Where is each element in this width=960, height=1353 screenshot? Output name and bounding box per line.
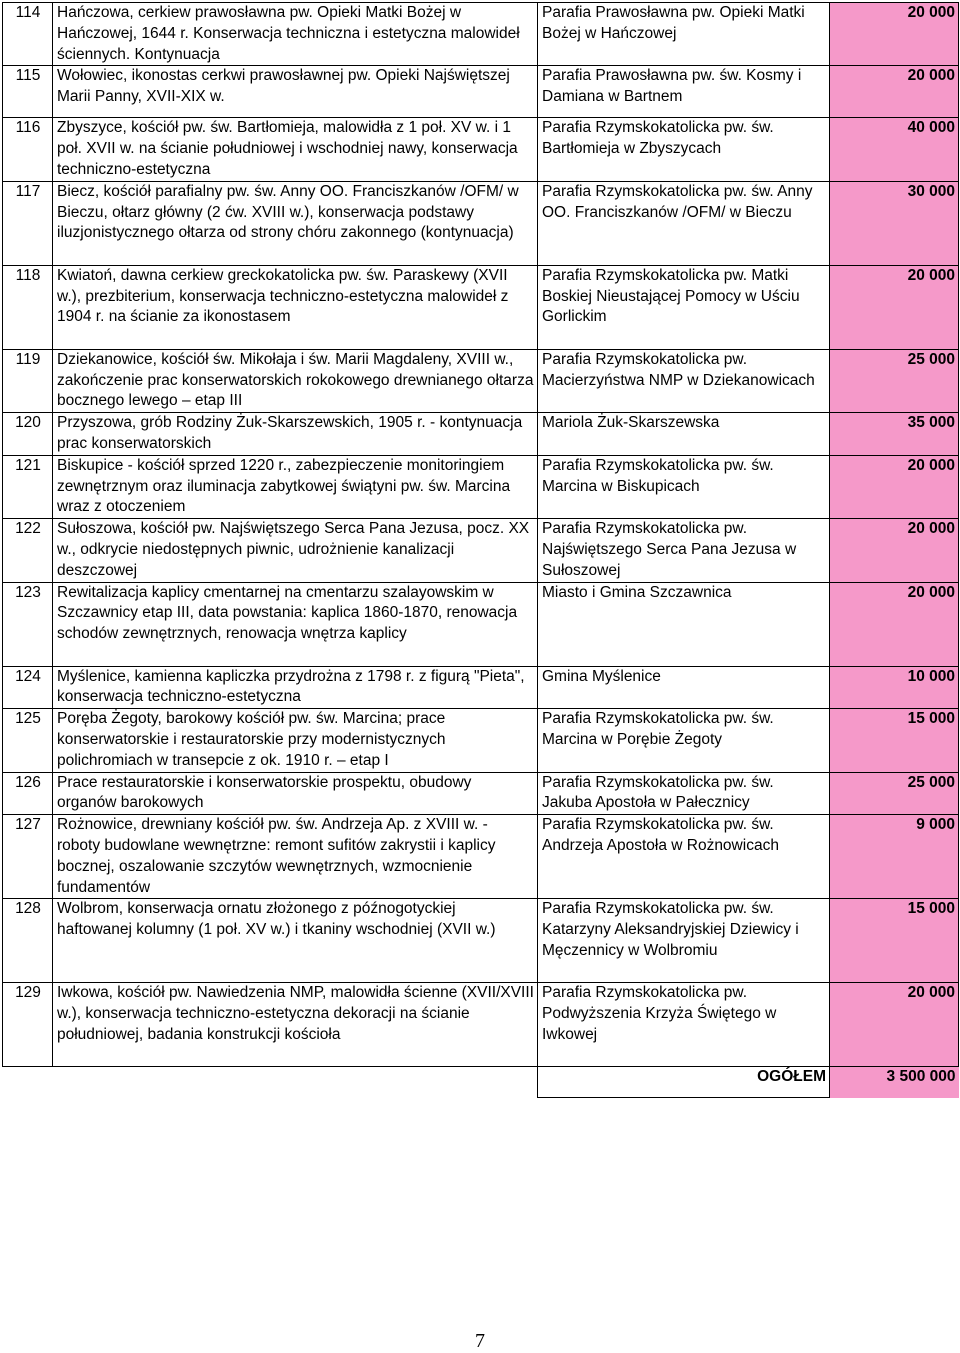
table-row [3,519,959,582]
task-description: Sułoszowa, kościół pw. Najświętszego Serca Pana Jezusa, pocz. XX w., odkrycie niedostępnych piwnic, udrożnienie kanalizacji deszczowej [53,519,538,582]
table-row [3,265,959,349]
row-number: 127 [3,815,53,899]
applicant-name: Parafia Rzymskokatolicka pw. św. Bartłomieja w Zbyszycach [538,118,830,181]
row-number: 122 [3,519,53,582]
table-row [3,413,959,456]
grant-amount: 25 000 [830,349,959,412]
grant-amount: 35 000 [830,413,959,456]
table-row [3,66,959,118]
table-row [3,349,959,412]
applicant-name: Parafia Prawosławna pw. św. Kosmy i Damiana w Bartnem [538,66,830,118]
applicant-name: Parafia Rzymskokatolicka pw. św. Marcina w Porębie Żegoty [538,709,830,772]
grants-table [2,2,959,1098]
total-label: OGÓŁEM [538,1067,830,1098]
table-row [3,983,959,1067]
grant-amount: 20 000 [830,3,959,66]
grant-amount: 25 000 [830,772,959,815]
table-row [3,118,959,181]
applicant-name: Parafia Rzymskokatolicka pw. św. Anny OO. Franciszkanów /OFM/ w Bieczu [538,181,830,265]
grant-amount: 30 000 [830,181,959,265]
row-number: 118 [3,265,53,349]
table-row [3,181,959,265]
page-number: 7 [475,1330,485,1352]
grant-amount: 20 000 [830,983,959,1067]
grant-amount: 20 000 [830,519,959,582]
task-description: Wolbrom, konserwacja ornatu złożonego z późnogotyckiej haftowanej kolumny (1 poł. XV w.) i tkaniny wschodniej (XVII w.) [53,899,538,983]
task-description: Biskupice - kościół sprzed 1220 r., zabezpieczenie monitoringiem zewnętrznym oraz iluminacja zabytkowej świątyni pw. św. Marcina wraz z otoczeniem [53,455,538,518]
task-description: Przyszowa, grób Rodziny Żuk-Skarszewskich, 1905 r. - kontynuacja prac konserwatorskich [53,413,538,456]
applicant-name: Gmina Myślenice [538,666,830,709]
task-description: Myślenice, kamienna kapliczka przydrożna z 1798 r. z figurą "Pieta", konserwacja techniczno-estetyczna [53,666,538,709]
task-description: Iwkowa, kościół pw. Nawiedzenia NMP, malowidła ścienne (XVII/XVIII w.), konserwacja techniczno-estetyczna dekoracji na ścianie południowej, badania konstrukcji kościoła [53,983,538,1067]
task-description: Rożnowice, drewniany kościół pw. św. Andrzeja Ap. z XVIII w. - roboty budowlane wewnętrzne: remont sufitów zakrystii i kaplicy bocznej, oszalowanie szczytów wewnętrznych, wzmocnienie fundamentów [53,815,538,899]
task-description: Hańczowa, cerkiew prawosławna pw. Opieki Matki Bożej w Hańczowej, 1644 r. Konserwacja techniczna i estetyczna malowideł ściennych. Kontynuacja [53,3,538,66]
table-row [3,3,959,66]
grants-table-body [3,3,959,1098]
applicant-name: Parafia Rzymskokatolicka pw. Matki Boskiej Nieustającej Pomocy w Uściu Gorlickim [538,265,830,349]
applicant-name: Mariola Żuk-Skarszewska [538,413,830,456]
grant-amount: 15 000 [830,899,959,983]
row-number: 117 [3,181,53,265]
row-number: 121 [3,455,53,518]
table-row [3,815,959,899]
total-spacer [3,1067,538,1098]
grant-amount: 20 000 [830,265,959,349]
applicant-name: Parafia Rzymskokatolicka pw. Macierzyństwa NMP w Dziekanowicach [538,349,830,412]
grant-amount: 9 000 [830,815,959,899]
row-number: 114 [3,3,53,66]
applicant-name: Miasto i Gmina Szczawnica [538,582,830,666]
task-description: Kwiatoń, dawna cerkiew greckokatolicka pw. św. Paraskewy (XVII w.), prezbiterium, konserwacja techniczno-estetyczna malowideł z 1904 r. na ścianie za ikonostasem [53,265,538,349]
applicant-name: Parafia Rzymskokatolicka pw. św. Katarzyny Aleksandryjskiej Dziewicy i Męczennicy w Wolbromiu [538,899,830,983]
grant-amount: 15 000 [830,709,959,772]
applicant-name: Parafia Prawosławna pw. Opieki Matki Bożej w Hańczowej [538,3,830,66]
task-description: Dziekanowice, kościół św. Mikołaja i św. Marii Magdaleny, XVIII w., zakończenie prac konserwatorskich rokokowego drewnianego ołtarza bocznego lewego – etap III [53,349,538,412]
row-number: 129 [3,983,53,1067]
grant-amount: 20 000 [830,455,959,518]
applicant-name: Parafia Rzymskokatolicka pw. Najświętszego Serca Pana Jezusa w Sułoszowej [538,519,830,582]
task-description: Zbyszyce, kościół pw. św. Bartłomieja, malowidła z 1 poł. XV w. i 1 poł. XVII w. na ścianie południowej i wschodniej nawy, konserwacja techniczno-estetyczna [53,118,538,181]
row-number: 124 [3,666,53,709]
row-number: 125 [3,709,53,772]
task-description: Biecz, kościół parafialny pw. św. Anny OO. Franciszkanów /OFM/ w Bieczu, ołtarz główny (2 ćw. XVIII w.), konserwacja podstawy iluzjonistycznego ołtarza od strony chóru zakonnego (kontynuacja) [53,181,538,265]
table-row [3,582,959,666]
table-row [3,709,959,772]
task-description: Rewitalizacja kaplicy cmentarnej na cmentarzu szalayowskim w Szczawnicy etap III, data powstania: kaplica 1860-1870, renowacja schodów zewnętrznych, renowacja wnętrza kaplicy [53,582,538,666]
task-description: Prace restauratorskie i konserwatorskie prospektu, obudowy organów barokowych [53,772,538,815]
table-row [3,899,959,983]
row-number: 126 [3,772,53,815]
table-row [3,666,959,709]
applicant-name: Parafia Rzymskokatolicka pw. Podwyższenia Krzyża Świętego w Iwkowej [538,983,830,1067]
total-amount: 3 500 000 [830,1067,959,1098]
row-number: 123 [3,582,53,666]
row-number: 120 [3,413,53,456]
table-row [3,455,959,518]
grant-amount: 20 000 [830,582,959,666]
applicant-name: Parafia Rzymskokatolicka pw. św. Marcina w Biskupicach [538,455,830,518]
row-number: 115 [3,66,53,118]
applicant-name: Parafia Rzymskokatolicka pw. św. Andrzeja Apostoła w Rożnowicach [538,815,830,899]
table-row [3,772,959,815]
row-number: 128 [3,899,53,983]
total-row [3,1067,959,1098]
row-number: 116 [3,118,53,181]
row-number: 119 [3,349,53,412]
grant-amount: 40 000 [830,118,959,181]
task-description: Poręba Żegoty, barokowy kościół pw. św. Marcina; prace konserwatorskie i restauratorskie przy modernistycznych polichromiach w transepcie z ok. 1910 r. – etap I [53,709,538,772]
grant-amount: 10 000 [830,666,959,709]
applicant-name: Parafia Rzymskokatolicka pw. św. Jakuba Apostoła w Pałecznicy [538,772,830,815]
task-description: Wołowiec, ikonostas cerkwi prawosławnej pw. Opieki Najświętszej Marii Panny, XVII-XIX w. [53,66,538,118]
grant-amount: 20 000 [830,66,959,118]
